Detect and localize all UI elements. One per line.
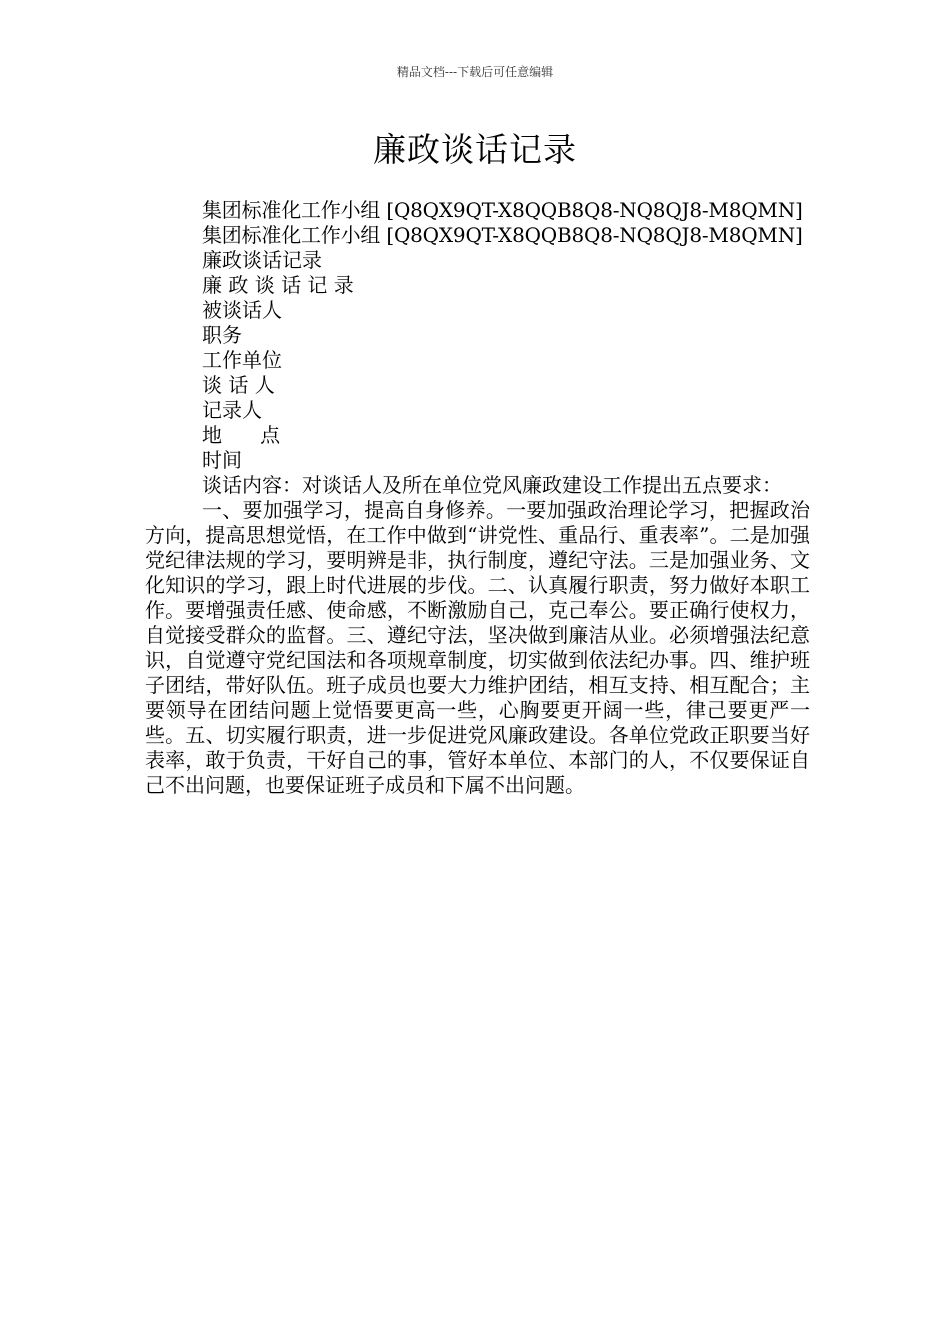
field-recorder: 记录人 xyxy=(202,398,262,422)
field-position: 职务 xyxy=(202,323,242,347)
page-header-watermark: 精品文档---下载后可任意编辑 xyxy=(396,65,554,79)
org-code-line-2: 集团标准化工作小组 [Q8QX9QT-X8QQB8Q8-NQ8QJ8-M8QMN] xyxy=(202,223,803,247)
spaced-subtitle-line: 廉 政 谈 话 记 录 xyxy=(202,273,354,297)
field-interviewer: 谈 话 人 xyxy=(202,373,275,397)
intro-paragraph: 谈话内容：对谈话人及所在单位党风廉政建设工作提出五点要求： xyxy=(202,473,782,497)
field-work-unit: 工作单位 xyxy=(202,348,282,372)
field-time: 时间 xyxy=(202,448,242,472)
content-paragraph: 一、要加强学习，提高自身修养。一要加强政治理论学习，把握政治方向，提高思想觉悟，在工作中做到“讲党性、重品行、重表率”。二是加强党纪律法规的学习，要明辨是非，执行制度，遵纪守法。三是加强业务、文化知识的学习，跟上时代进展的步伐。二、认真履行职责，努力做好本职工作。要增强责任感、使命感，不断激励自己，克己奉公。要正确行使权力，自觉接受群众的监督。三、遵纪守法，坚决做到廉洁从业。必须增强法纪意识，自觉遵守党纪国法和各项规章制度，切实做到依法纪办事。四、维护班子团结，带好队伍。班子成员也要大力维护团结，相互支持、相互配合；主要领导在团结问题上觉悟要更高一些，心胸要更开阔一些，律己要更严一些。五、切实履行职责，进一步促进党风廉政建设。各单位党政正职要当好表率，敢于负责，干好自己的事，管好本单位、本部门的人，不仅要保证自己不出问题，也要保证班子成员和下属不出问题。 xyxy=(145,498,810,797)
field-interviewee: 被谈话人 xyxy=(202,298,282,322)
document-body xyxy=(145,198,810,798)
subtitle-line: 廉政谈话记录 xyxy=(202,248,322,272)
field-location: 地 点 xyxy=(202,423,281,447)
document-title: 廉政谈话记录 xyxy=(373,130,577,169)
org-code-line-1: 集团标准化工作小组 [Q8QX9QT-X8QQB8Q8-NQ8QJ8-M8QMN] xyxy=(202,198,803,222)
